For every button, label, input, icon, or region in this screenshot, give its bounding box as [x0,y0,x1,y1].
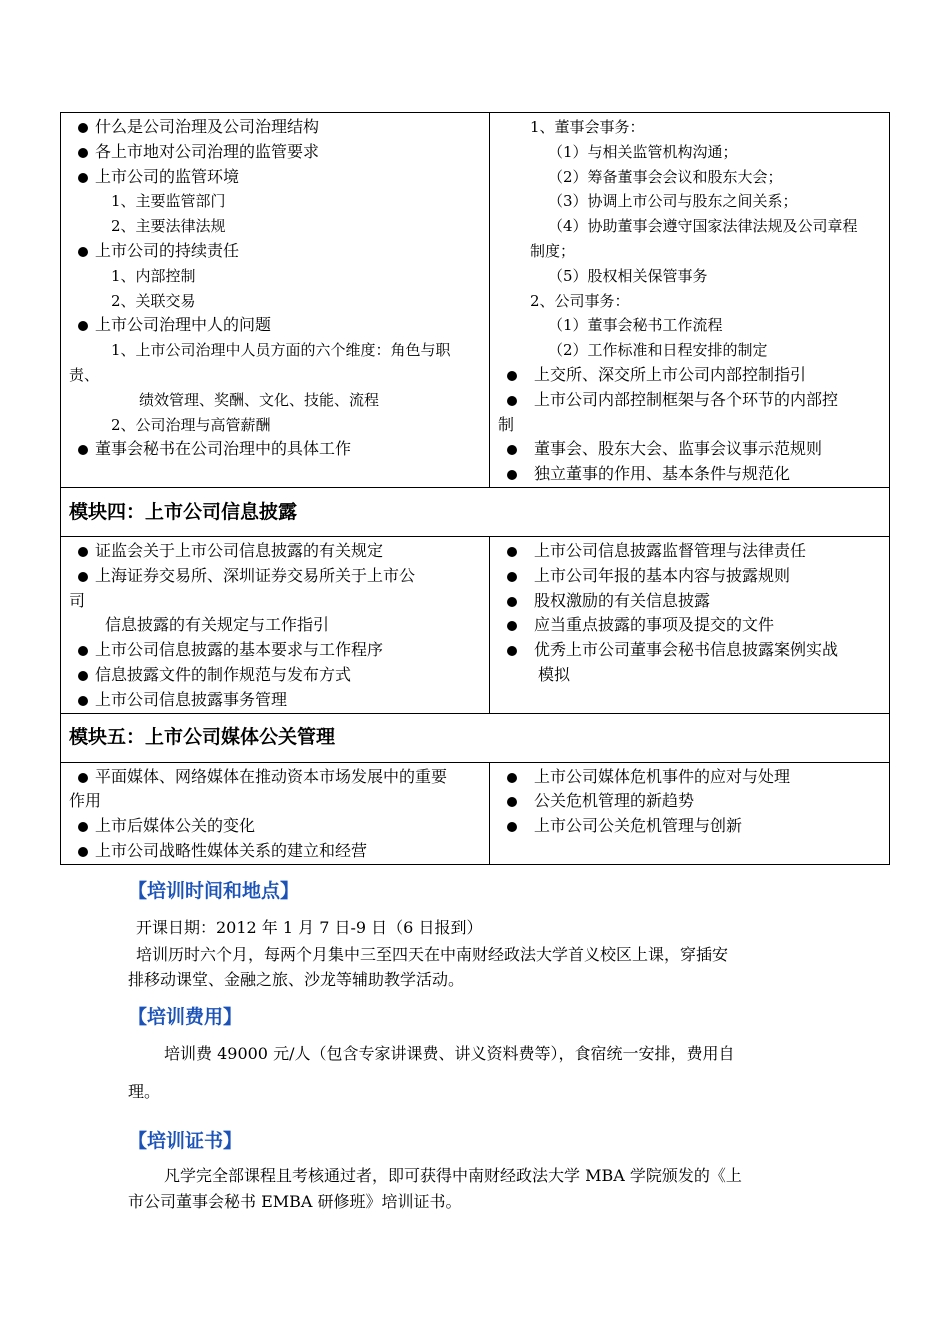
sub-item: （1）董事会秘书工作流程 [548,316,723,335]
list-item: 上市公司内部控制框架与各个环节的内部控 [498,388,883,413]
sub-item-wrap: 责、 [69,365,100,384]
certificate-heading: 【培训证书】 [128,1130,243,1152]
certificate-text-line1: 凡学完全部课程且考核通过者，即可获得中南财经政法大学 MBA 学院颁发的《上 [164,1166,742,1185]
list-item: 什么是公司治理及公司治理结构 [69,115,483,140]
module4-row [61,536,890,713]
list-item: 股权激励的有关信息披露 [498,589,883,614]
list-item-wrap: 制 [498,414,515,434]
curriculum-table [60,112,890,865]
sub-item: 1、上市公司治理中人员方面的六个维度：角色与职 [111,341,451,360]
list-item: 上市公司的监管环境 [69,165,483,190]
sub-heading: 2、公司事务： [530,291,630,310]
fee-text-line2: 理。 [128,1082,161,1101]
fee-heading: 【培训费用】 [128,1006,243,1028]
list-item: 各上市地对公司治理的监管要求 [69,140,483,165]
fee-text-line1: 培训费 49000 元/人（包含专家讲课费、讲义资料费等），食宿统一安排，费用自 [164,1044,735,1063]
sub-item: 2、公司治理与高管薪酬 [111,415,271,434]
module3-right-cell [490,113,890,488]
sub-item: 1、主要监管部门 [111,192,226,211]
training-desc-line2: 排移动课堂、金融之旅、沙龙等辅助教学活动。 [128,970,465,989]
list-item: 董事会秘书在公司治理中的具体工作 [69,437,483,462]
sub-item: 2、关联交易 [111,291,196,310]
list-item: 上市公司治理中人的问题 [69,313,483,338]
list-item-cont: 信息披露的有关规定与工作指引 [105,615,330,635]
list-item-wrap: 司 [69,590,86,610]
module4-title: 模块四：上市公司信息披露 [61,487,890,536]
sub-heading: 1、董事会事务： [530,118,645,136]
list-item: 上市公司媒体危机事件的应对与处理 [498,765,883,790]
list-item-wrap: 作用 [69,791,102,811]
list-item: 上市公司年报的基本内容与披露规则 [498,564,883,589]
module5-left-cell [61,762,490,864]
list-item: 上市公司信息披露事务管理 [69,688,483,713]
list-item: 上市公司战略性媒体关系的建立和经营 [69,839,483,864]
module4-right-cell [490,536,890,713]
module4-header-row [61,487,890,536]
list-item: 公关危机管理的新趋势 [498,789,883,814]
certificate-text-line2: 市公司董事会秘书 EMBA 研修班》培训证书。 [128,1192,462,1211]
sub-item: （2）筹备董事会会议和股东大会； [548,167,783,186]
list-item: 优秀上市公司董事会秘书信息披露案例实战 [498,638,883,663]
start-date-text: 开课日期：2012 年 1 月 7 日-9 日（6 日报到） [136,918,483,937]
sub-item: （4）协助董事会遵守国家法律法规及公司章程 [548,217,858,236]
sub-item-wrap: 制度； [530,241,576,260]
list-item-cont: 模拟 [538,664,571,684]
module3-row [61,113,890,488]
list-item: 上市后媒体公关的变化 [69,814,483,839]
list-item: 董事会、股东大会、监事会议事示范规则 [498,437,883,462]
list-item: 上市公司公关危机管理与创新 [498,814,883,839]
sub-item-cont: 绩效管理、奖酬、文化、技能、流程 [139,390,380,409]
module4-left-cell [61,536,490,713]
sub-item: （1）与相关监管机构沟通； [548,142,738,161]
sub-item: （2）工作标准和日程安排的制定 [548,341,768,360]
module5-title: 模块五：上市公司媒体公关管理 [61,713,890,762]
module5-header-row [61,713,890,762]
list-item: 上市公司信息披露的基本要求与工作程序 [69,638,483,663]
module5-right-cell [490,762,890,864]
list-item: 证监会关于上市公司信息披露的有关规定 [69,539,483,564]
list-item: 信息披露文件的制作规范与发布方式 [69,663,483,688]
time-place-heading: 【培训时间和地点】 [128,880,300,902]
sub-item: （3）协调上市公司与股东之间关系； [548,192,798,211]
training-desc-line1: 培训历时六个月，每两个月集中三至四天在中南财经政法大学首义校区上课，穿插安 [136,945,729,964]
list-item: 平面媒体、网络媒体在推动资本市场发展中的重要 [69,765,483,790]
module5-row [61,762,890,864]
sub-item: （5）股权相关保管事务 [548,266,708,285]
sub-item: 2、主要法律法规 [111,217,226,236]
list-item: 上市公司的持续责任 [69,239,483,264]
list-item: 上交所、深交所上市公司内部控制指引 [498,363,883,388]
list-item: 独立董事的作用、基本条件与规范化 [498,462,883,487]
sub-item: 1、内部控制 [111,266,196,285]
list-item: 上市公司信息披露监督管理与法律责任 [498,539,883,564]
module3-left-cell [61,113,490,488]
list-item: 应当重点披露的事项及提交的文件 [498,613,883,638]
list-item: 上海证券交易所、深圳证券交易所关于上市公 [69,564,483,589]
